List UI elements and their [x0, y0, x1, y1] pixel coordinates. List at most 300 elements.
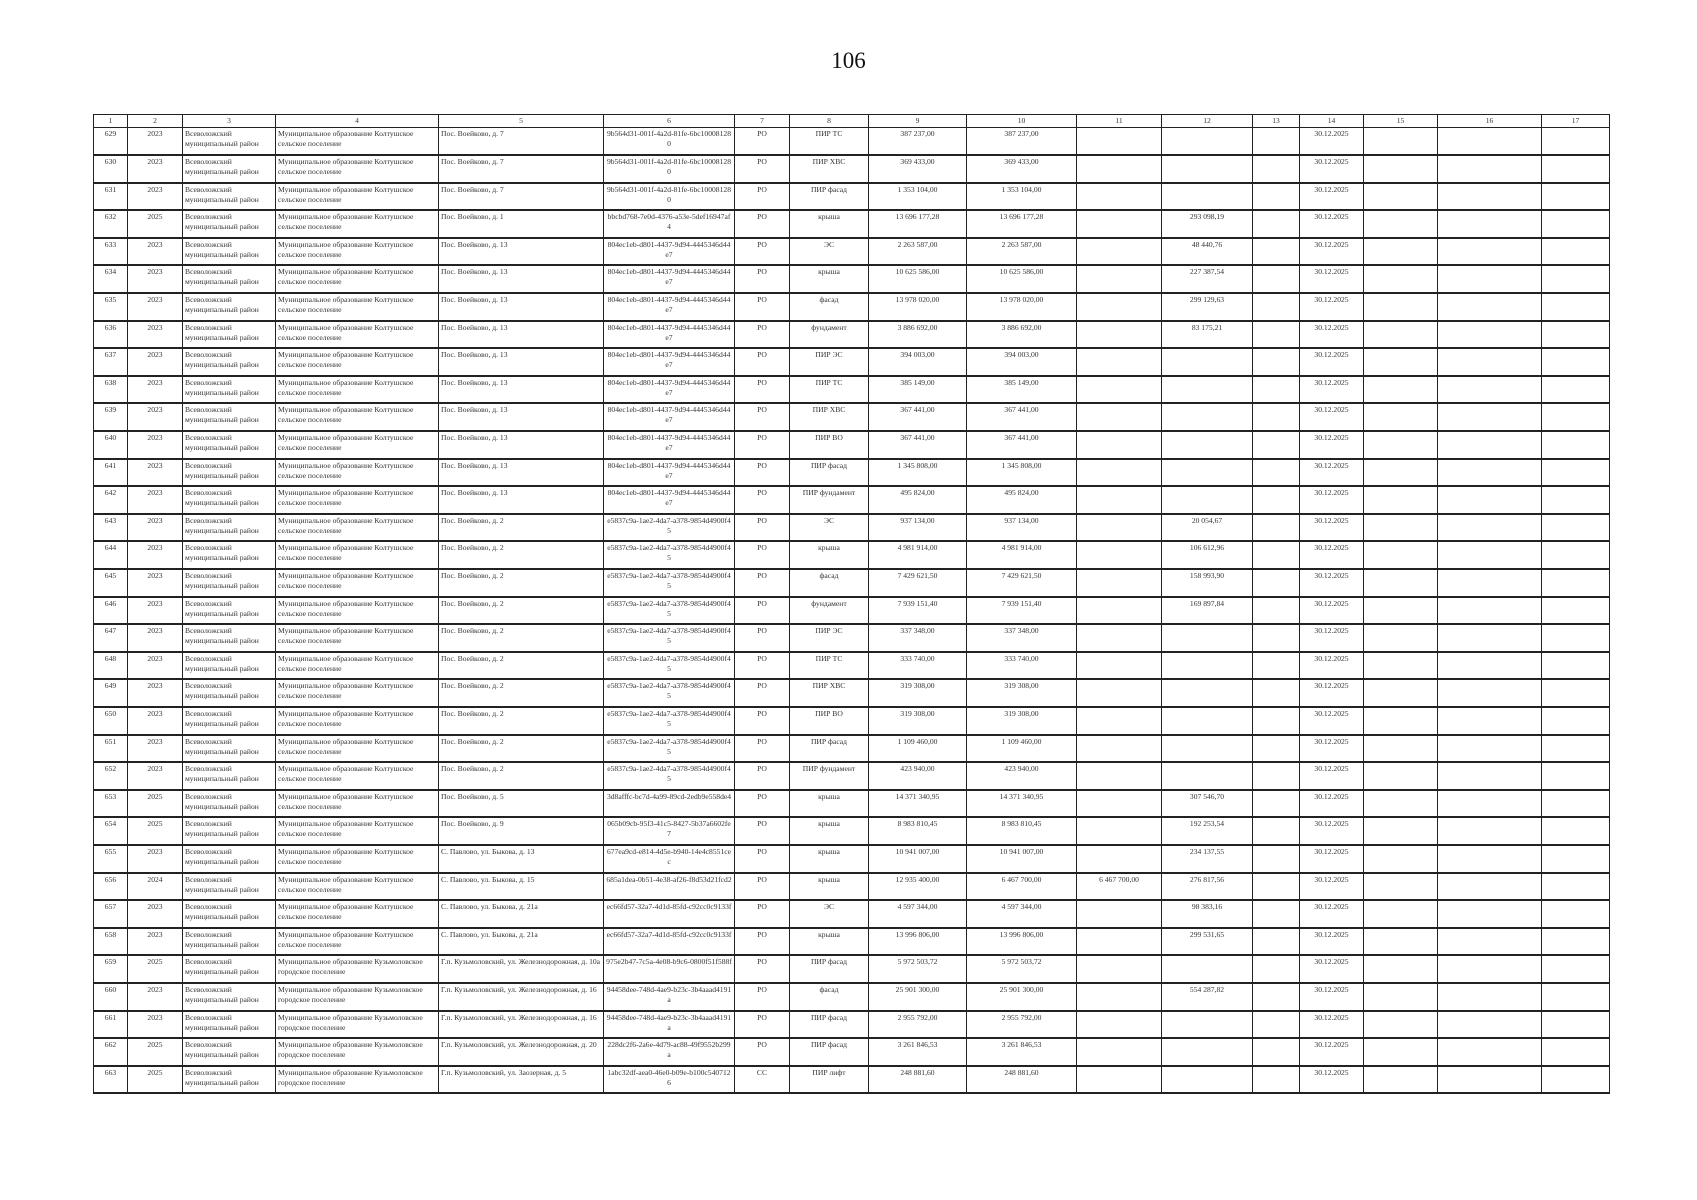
- cell-other-funds: [1077, 624, 1162, 652]
- cell-other-funds: [1077, 486, 1162, 514]
- cell-year: 2025: [128, 1066, 183, 1094]
- cell-other-funds: [1077, 376, 1162, 404]
- cell-regional-funds: 7 429 621,50: [967, 569, 1077, 597]
- cell-address: Пос. Воейково, д. 2: [439, 762, 604, 790]
- cell-total-cost: 385 149,00: [869, 376, 967, 404]
- cell-col-17: [1542, 817, 1610, 845]
- cell-year: 2025: [128, 1038, 183, 1066]
- cell-fund-type: РО: [735, 238, 790, 266]
- cell-house-guid: 804ec1eb-d801-4437-9d94-4445346d44e7: [604, 348, 735, 376]
- cell-col-16: [1438, 403, 1542, 431]
- cell-deadline: 30.12.2025: [1300, 707, 1364, 735]
- cell-deadline: 30.12.2025: [1300, 183, 1364, 211]
- cell-col-16: [1438, 624, 1542, 652]
- cell-regional-funds: 13 696 177,28: [967, 210, 1077, 238]
- cell-fund-type: РО: [735, 569, 790, 597]
- cell-address: Пос. Воейково, д. 2: [439, 679, 604, 707]
- table-row: [94, 955, 1610, 983]
- cell-total-cost: 1 353 104,00: [869, 183, 967, 211]
- cell-fund-type: РО: [735, 348, 790, 376]
- cell-row-number: 638: [94, 376, 128, 404]
- cell-row-number: 632: [94, 210, 128, 238]
- cell-other-funds: [1077, 983, 1162, 1011]
- cell-deadline: 30.12.2025: [1300, 486, 1364, 514]
- cell-other-funds: [1077, 569, 1162, 597]
- cell-house-guid: e5837c9a-1ae2-4da7-a378-9854d4900f45: [604, 707, 735, 735]
- cell-other-funds: [1077, 514, 1162, 542]
- cell-house-guid: e5837c9a-1ae2-4da7-a378-9854d4900f45: [604, 762, 735, 790]
- cell-municipality: Муниципальное образование Колтушское сельское поселение: [276, 210, 439, 238]
- cell-deadline: 30.12.2025: [1300, 790, 1364, 818]
- cell-col-17: [1542, 238, 1610, 266]
- cell-year: 2023: [128, 321, 183, 349]
- cell-total-cost: 337 348,00: [869, 624, 967, 652]
- cell-house-guid: 9b564d31-001f-4a2d-81fe-6bc100081280: [604, 128, 735, 156]
- cell-house-guid: 804ec1eb-d801-4437-9d94-4445346d44e7: [604, 293, 735, 321]
- cell-work-type: крыша: [790, 790, 869, 818]
- cell-control-cost: 299 129,63: [1162, 293, 1253, 321]
- cell-other-funds: [1077, 900, 1162, 928]
- cell-col-15: [1364, 1011, 1438, 1039]
- column-number-10: 10: [967, 115, 1077, 128]
- cell-deadline: 30.12.2025: [1300, 321, 1364, 349]
- cell-control-cost: 169 897,84: [1162, 597, 1253, 625]
- cell-year: 2023: [128, 431, 183, 459]
- cell-regional-funds: 13 978 020,00: [967, 293, 1077, 321]
- cell-other-funds: [1077, 928, 1162, 956]
- cell-col-16: [1438, 376, 1542, 404]
- cell-municipality: Муниципальное образование Колтушское сельское поселение: [276, 348, 439, 376]
- cell-district: Всеволожский муниципальный район: [183, 762, 276, 790]
- cell-municipality: Муниципальное образование Колтушское сельское поселение: [276, 679, 439, 707]
- cell-col-15: [1364, 845, 1438, 873]
- cell-deadline: 30.12.2025: [1300, 265, 1364, 293]
- cell-col-17: [1542, 210, 1610, 238]
- cell-control-cost: 192 253,54: [1162, 817, 1253, 845]
- cell-fund-type: РО: [735, 321, 790, 349]
- cell-col-13: [1253, 679, 1300, 707]
- cell-deadline: 30.12.2025: [1300, 928, 1364, 956]
- cell-house-guid: 228dc2f6-2a6e-4d79-ac88-49f9552b299a: [604, 1038, 735, 1066]
- cell-year: 2023: [128, 376, 183, 404]
- cell-row-number: 647: [94, 624, 128, 652]
- cell-other-funds: [1077, 735, 1162, 763]
- table-row: [94, 790, 1610, 818]
- cell-col-15: [1364, 790, 1438, 818]
- cell-district: Всеволожский муниципальный район: [183, 900, 276, 928]
- cell-year: 2023: [128, 928, 183, 956]
- cell-col-15: [1364, 735, 1438, 763]
- cell-col-16: [1438, 541, 1542, 569]
- cell-work-type: ЭС: [790, 238, 869, 266]
- table-row: [94, 873, 1610, 901]
- cell-col-17: [1542, 128, 1610, 156]
- cell-other-funds: [1077, 183, 1162, 211]
- cell-total-cost: 387 237,00: [869, 128, 967, 156]
- table-row: [94, 817, 1610, 845]
- cell-other-funds: [1077, 817, 1162, 845]
- table-row: [94, 265, 1610, 293]
- cell-year: 2025: [128, 790, 183, 818]
- cell-work-type: ПИР ВО: [790, 431, 869, 459]
- cell-col-16: [1438, 210, 1542, 238]
- cell-col-13: [1253, 403, 1300, 431]
- cell-col-16: [1438, 431, 1542, 459]
- cell-house-guid: e5837c9a-1ae2-4da7-a378-9854d4900f45: [604, 597, 735, 625]
- cell-address: Г.п. Кузьмоловский, ул. Железнодорожная, д. 10а: [439, 955, 604, 983]
- cell-year: 2025: [128, 955, 183, 983]
- cell-work-type: крыша: [790, 845, 869, 873]
- cell-total-cost: 495 824,00: [869, 486, 967, 514]
- cell-deadline: 30.12.2025: [1300, 403, 1364, 431]
- cell-total-cost: 13 996 806,00: [869, 928, 967, 956]
- cell-row-number: 636: [94, 321, 128, 349]
- cell-year: 2023: [128, 293, 183, 321]
- cell-col-13: [1253, 928, 1300, 956]
- cell-row-number: 650: [94, 707, 128, 735]
- cell-row-number: 651: [94, 735, 128, 763]
- cell-other-funds: [1077, 348, 1162, 376]
- cell-col-16: [1438, 321, 1542, 349]
- cell-row-number: 646: [94, 597, 128, 625]
- cell-house-guid: e5837c9a-1ae2-4da7-a378-9854d4900f45: [604, 514, 735, 542]
- cell-address: Пос. Воейково, д. 7: [439, 128, 604, 156]
- cell-district: Всеволожский муниципальный район: [183, 624, 276, 652]
- cell-total-cost: 319 308,00: [869, 707, 967, 735]
- cell-year: 2023: [128, 735, 183, 763]
- cell-fund-type: РО: [735, 652, 790, 680]
- cell-row-number: 645: [94, 569, 128, 597]
- cell-regional-funds: 4 597 344,00: [967, 900, 1077, 928]
- page-number: 106: [831, 48, 866, 73]
- cell-regional-funds: 25 901 300,00: [967, 983, 1077, 1011]
- cell-total-cost: 12 935 400,00: [869, 873, 967, 901]
- cell-year: 2023: [128, 403, 183, 431]
- cell-work-type: фасад: [790, 569, 869, 597]
- cell-col-17: [1542, 955, 1610, 983]
- cell-col-17: [1542, 376, 1610, 404]
- cell-house-guid: 94458dee-748d-4ae9-b23c-3b4aaad4191a: [604, 1011, 735, 1039]
- cell-col-17: [1542, 1066, 1610, 1094]
- cell-deadline: 30.12.2025: [1300, 1038, 1364, 1066]
- cell-municipality: Муниципальное образование Колтушское сельское поселение: [276, 790, 439, 818]
- cell-row-number: 631: [94, 183, 128, 211]
- cell-house-guid: 804ec1eb-d801-4437-9d94-4445346d44e7: [604, 486, 735, 514]
- cell-regional-funds: 13 996 806,00: [967, 928, 1077, 956]
- cell-house-guid: 065b09cb-95f3-41c5-8427-5b37a6602fe7: [604, 817, 735, 845]
- cell-control-cost: 83 175,21: [1162, 321, 1253, 349]
- cell-control-cost: 20 054,67: [1162, 514, 1253, 542]
- cell-fund-type: РО: [735, 983, 790, 1011]
- cell-work-type: ПИР ХВС: [790, 155, 869, 183]
- cell-house-guid: e5837c9a-1ae2-4da7-a378-9854d4900f45: [604, 624, 735, 652]
- cell-regional-funds: 4 981 914,00: [967, 541, 1077, 569]
- cell-col-16: [1438, 900, 1542, 928]
- cell-municipality: Муниципальное образование Колтушское сельское поселение: [276, 376, 439, 404]
- cell-col-16: [1438, 873, 1542, 901]
- cell-deadline: 30.12.2025: [1300, 431, 1364, 459]
- column-number-16: 16: [1438, 115, 1542, 128]
- cell-house-guid: e5837c9a-1ae2-4da7-a378-9854d4900f45: [604, 652, 735, 680]
- cell-other-funds: [1077, 541, 1162, 569]
- cell-col-13: [1253, 569, 1300, 597]
- cell-deadline: 30.12.2025: [1300, 735, 1364, 763]
- table-row: [94, 128, 1610, 156]
- column-number-3: 3: [183, 115, 276, 128]
- cell-control-cost: 276 817,56: [1162, 873, 1253, 901]
- cell-regional-funds: 2 955 792,00: [967, 1011, 1077, 1039]
- cell-address: Пос. Воейково, д. 7: [439, 183, 604, 211]
- cell-year: 2023: [128, 348, 183, 376]
- cell-control-cost: [1162, 707, 1253, 735]
- table-row: [94, 210, 1610, 238]
- cell-col-17: [1542, 265, 1610, 293]
- cell-year: 2025: [128, 817, 183, 845]
- cell-work-type: ПИР фундамент: [790, 486, 869, 514]
- cell-col-15: [1364, 1038, 1438, 1066]
- cell-year: 2025: [128, 210, 183, 238]
- cell-other-funds: [1077, 1011, 1162, 1039]
- cell-row-number: 653: [94, 790, 128, 818]
- cell-regional-funds: 14 371 340,95: [967, 790, 1077, 818]
- cell-col-17: [1542, 597, 1610, 625]
- cell-col-13: [1253, 707, 1300, 735]
- cell-col-13: [1253, 1011, 1300, 1039]
- cell-fund-type: РО: [735, 955, 790, 983]
- cell-col-16: [1438, 597, 1542, 625]
- cell-row-number: 639: [94, 403, 128, 431]
- cell-col-13: [1253, 597, 1300, 625]
- cell-year: 2023: [128, 265, 183, 293]
- table-row: [94, 431, 1610, 459]
- cell-row-number: 630: [94, 155, 128, 183]
- cell-other-funds: [1077, 128, 1162, 156]
- column-number-8: 8: [790, 115, 869, 128]
- cell-other-funds: [1077, 597, 1162, 625]
- cell-col-17: [1542, 321, 1610, 349]
- cell-year: 2023: [128, 983, 183, 1011]
- cell-address: Г.п. Кузьмоловский, ул. Железнодорожная, д. 20: [439, 1038, 604, 1066]
- cell-year: 2023: [128, 183, 183, 211]
- cell-address: Пос. Воейково, д. 1: [439, 210, 604, 238]
- cell-address: Пос. Воейково, д. 13: [439, 403, 604, 431]
- cell-row-number: 649: [94, 679, 128, 707]
- cell-year: 2023: [128, 541, 183, 569]
- cell-col-15: [1364, 514, 1438, 542]
- cell-regional-funds: 3 261 846,53: [967, 1038, 1077, 1066]
- cell-control-cost: 227 387,54: [1162, 265, 1253, 293]
- cell-col-17: [1542, 348, 1610, 376]
- cell-regional-funds: 937 134,00: [967, 514, 1077, 542]
- cell-district: Всеволожский муниципальный район: [183, 873, 276, 901]
- column-number-6: 6: [604, 115, 735, 128]
- cell-col-16: [1438, 238, 1542, 266]
- cell-col-17: [1542, 1038, 1610, 1066]
- cell-col-15: [1364, 955, 1438, 983]
- cell-col-15: [1364, 210, 1438, 238]
- cell-col-13: [1253, 486, 1300, 514]
- cell-total-cost: 7 939 151,40: [869, 597, 967, 625]
- cell-col-16: [1438, 128, 1542, 156]
- cell-address: Пос. Воейково, д. 13: [439, 459, 604, 487]
- cell-control-cost: [1162, 128, 1253, 156]
- cell-col-16: [1438, 293, 1542, 321]
- cell-total-cost: 2 955 792,00: [869, 1011, 967, 1039]
- cell-other-funds: [1077, 459, 1162, 487]
- cell-district: Всеволожский муниципальный район: [183, 403, 276, 431]
- cell-total-cost: 7 429 621,50: [869, 569, 967, 597]
- table-row: [94, 321, 1610, 349]
- cell-col-17: [1542, 155, 1610, 183]
- cell-fund-type: РО: [735, 459, 790, 487]
- cell-year: 2023: [128, 569, 183, 597]
- cell-fund-type: РО: [735, 873, 790, 901]
- cell-col-13: [1253, 1038, 1300, 1066]
- cell-fund-type: РО: [735, 183, 790, 211]
- cell-row-number: 658: [94, 928, 128, 956]
- cell-col-13: [1253, 155, 1300, 183]
- cell-row-number: 641: [94, 459, 128, 487]
- cell-other-funds: [1077, 845, 1162, 873]
- cell-col-16: [1438, 1038, 1542, 1066]
- cell-work-type: фасад: [790, 983, 869, 1011]
- cell-col-15: [1364, 873, 1438, 901]
- cell-district: Всеволожский муниципальный район: [183, 845, 276, 873]
- cell-work-type: ПИР фасад: [790, 183, 869, 211]
- cell-fund-type: РО: [735, 845, 790, 873]
- cell-municipality: Муниципальное образование Колтушское сельское поселение: [276, 403, 439, 431]
- cell-address: Пос. Воейково, д. 13: [439, 321, 604, 349]
- cell-work-type: ЭС: [790, 514, 869, 542]
- cell-municipality: Муниципальное образование Колтушское сельское поселение: [276, 514, 439, 542]
- cell-district: Всеволожский муниципальный район: [183, 265, 276, 293]
- cell-col-13: [1253, 348, 1300, 376]
- cell-house-guid: 9b564d31-001f-4a2d-81fe-6bc100081280: [604, 155, 735, 183]
- cell-row-number: 644: [94, 541, 128, 569]
- cell-other-funds: [1077, 1038, 1162, 1066]
- cell-other-funds: [1077, 1066, 1162, 1094]
- cell-col-13: [1253, 983, 1300, 1011]
- cell-year: 2023: [128, 459, 183, 487]
- cell-regional-funds: 333 740,00: [967, 652, 1077, 680]
- cell-control-cost: 299 531,65: [1162, 928, 1253, 956]
- cell-fund-type: РО: [735, 597, 790, 625]
- cell-municipality: Муниципальное образование Колтушское сельское поселение: [276, 928, 439, 956]
- cell-house-guid: 9b564d31-001f-4a2d-81fe-6bc100081280: [604, 183, 735, 211]
- cell-col-16: [1438, 459, 1542, 487]
- cell-fund-type: СС: [735, 1066, 790, 1094]
- cell-other-funds: [1077, 707, 1162, 735]
- cell-house-guid: ec66fd57-32a7-4d1d-85fd-c92cc0c9133f: [604, 928, 735, 956]
- cell-work-type: фундамент: [790, 321, 869, 349]
- cell-year: 2024: [128, 873, 183, 901]
- cell-col-13: [1253, 762, 1300, 790]
- cell-address: Пос. Воейково, д. 7: [439, 155, 604, 183]
- cell-col-16: [1438, 348, 1542, 376]
- cell-row-number: 661: [94, 1011, 128, 1039]
- cell-row-number: 660: [94, 983, 128, 1011]
- cell-col-17: [1542, 707, 1610, 735]
- cell-house-guid: 1abc32df-aea0-46e0-b09e-b100c5407126: [604, 1066, 735, 1094]
- cell-row-number: 663: [94, 1066, 128, 1094]
- cell-regional-funds: 385 149,00: [967, 376, 1077, 404]
- cell-control-cost: [1162, 348, 1253, 376]
- cell-col-13: [1253, 652, 1300, 680]
- cell-col-16: [1438, 265, 1542, 293]
- cell-total-cost: 4 981 914,00: [869, 541, 967, 569]
- cell-address: Пос. Воейково, д. 2: [439, 735, 604, 763]
- cell-work-type: ПИР фасад: [790, 459, 869, 487]
- cell-col-13: [1253, 900, 1300, 928]
- cell-other-funds: [1077, 955, 1162, 983]
- column-number-13: 13: [1253, 115, 1300, 128]
- cell-regional-funds: 8 983 810,45: [967, 817, 1077, 845]
- cell-deadline: 30.12.2025: [1300, 762, 1364, 790]
- cell-address: Пос. Воейково, д. 13: [439, 376, 604, 404]
- cell-work-type: ПИР фасад: [790, 1038, 869, 1066]
- cell-control-cost: [1162, 735, 1253, 763]
- cell-row-number: 642: [94, 486, 128, 514]
- cell-address: Пос. Воейково, д. 2: [439, 707, 604, 735]
- table-row: [94, 403, 1610, 431]
- cell-house-guid: 804ec1eb-d801-4437-9d94-4445346d44e7: [604, 431, 735, 459]
- cell-regional-funds: 1 345 808,00: [967, 459, 1077, 487]
- cell-control-cost: 307 546,70: [1162, 790, 1253, 818]
- cell-col-16: [1438, 762, 1542, 790]
- cell-municipality: Муниципальное образование Колтушское сельское поселение: [276, 265, 439, 293]
- cell-col-15: [1364, 128, 1438, 156]
- cell-district: Всеволожский муниципальный район: [183, 1011, 276, 1039]
- cell-col-13: [1253, 128, 1300, 156]
- cell-municipality: Муниципальное образование Кузьмоловское городское поселение: [276, 983, 439, 1011]
- cell-control-cost: [1162, 679, 1253, 707]
- cell-work-type: ПИР фасад: [790, 735, 869, 763]
- cell-other-funds: 6 467 700,00: [1077, 873, 1162, 901]
- cell-row-number: 629: [94, 128, 128, 156]
- cell-col-16: [1438, 514, 1542, 542]
- cell-col-15: [1364, 928, 1438, 956]
- cell-control-cost: 554 287,82: [1162, 983, 1253, 1011]
- cell-total-cost: 248 881,60: [869, 1066, 967, 1094]
- cell-year: 2023: [128, 155, 183, 183]
- cell-row-number: 654: [94, 817, 128, 845]
- cell-district: Всеволожский муниципальный район: [183, 1066, 276, 1094]
- cell-col-15: [1364, 817, 1438, 845]
- cell-deadline: 30.12.2025: [1300, 348, 1364, 376]
- cell-house-guid: e5837c9a-1ae2-4da7-a378-9854d4900f45: [604, 735, 735, 763]
- cell-col-15: [1364, 707, 1438, 735]
- cell-year: 2023: [128, 679, 183, 707]
- cell-col-15: [1364, 486, 1438, 514]
- table-row: [94, 1038, 1610, 1066]
- cell-regional-funds: 10 625 586,00: [967, 265, 1077, 293]
- cell-regional-funds: 369 433,00: [967, 155, 1077, 183]
- table-row: [94, 183, 1610, 211]
- cell-regional-funds: 319 308,00: [967, 707, 1077, 735]
- cell-address: Г.п. Кузьмоловский, ул. Железнодорожная, д. 16: [439, 1011, 604, 1039]
- cell-col-13: [1253, 735, 1300, 763]
- cell-col-13: [1253, 514, 1300, 542]
- cell-municipality: Муниципальное образование Колтушское сельское поселение: [276, 431, 439, 459]
- cell-municipality: Муниципальное образование Колтушское сельское поселение: [276, 817, 439, 845]
- cell-fund-type: РО: [735, 486, 790, 514]
- cell-district: Всеволожский муниципальный район: [183, 514, 276, 542]
- cell-district: Всеволожский муниципальный район: [183, 155, 276, 183]
- cell-total-cost: 10 941 007,00: [869, 845, 967, 873]
- column-number-row: [94, 115, 1610, 128]
- cell-address: Пос. Воейково, д. 2: [439, 597, 604, 625]
- cell-col-16: [1438, 1066, 1542, 1094]
